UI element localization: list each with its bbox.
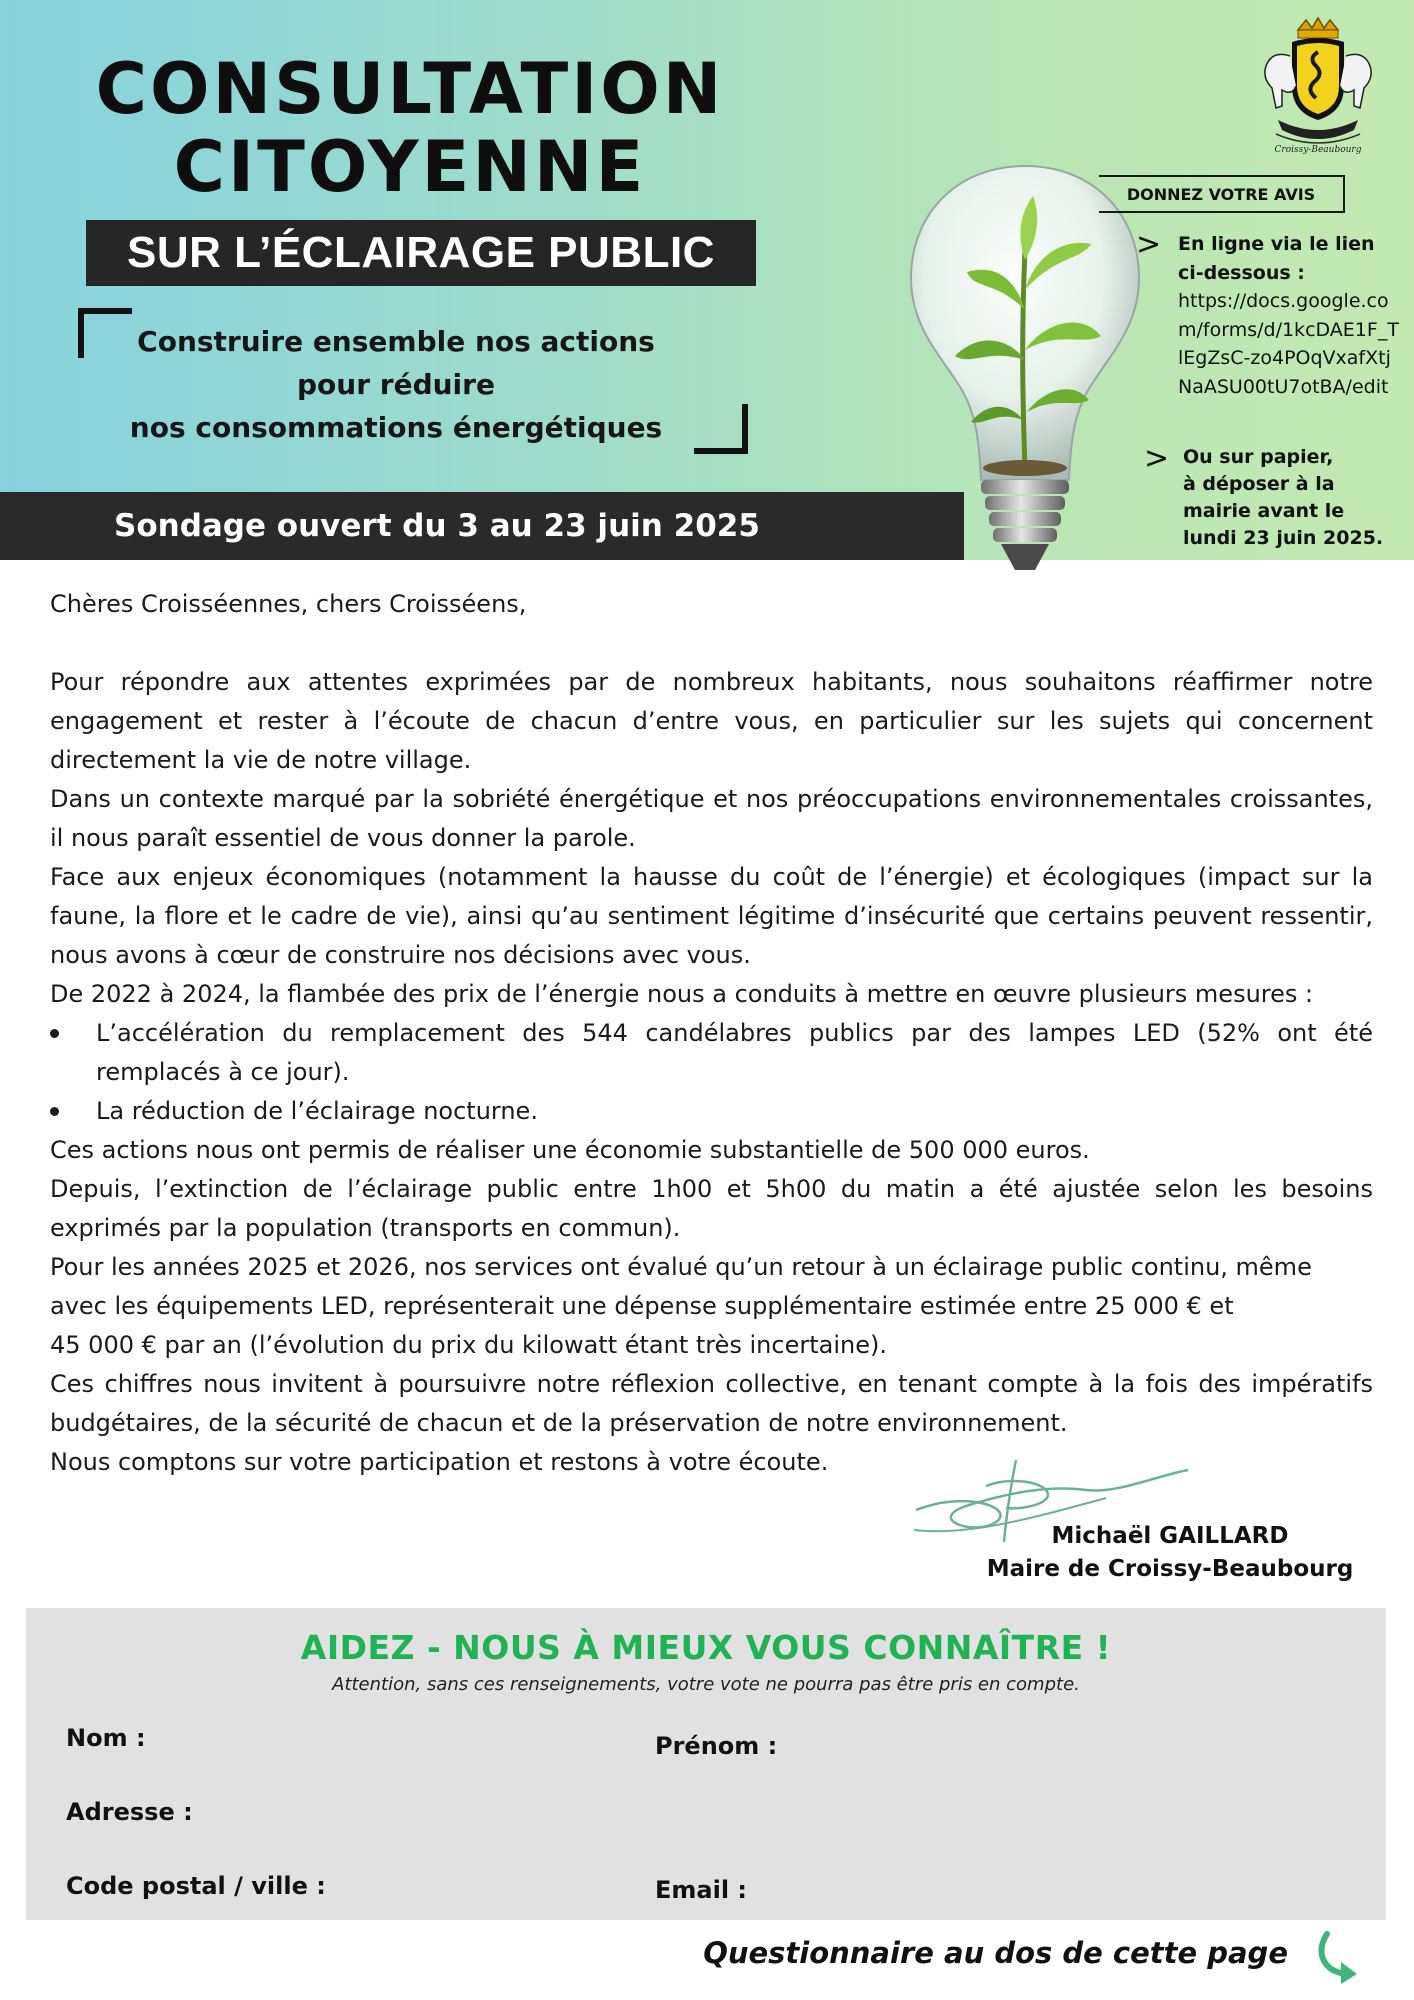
letter-greeting: Chères Croisséennes, chers Croisséens, — [50, 590, 527, 618]
tagline — [86, 320, 706, 449]
letter-paragraph-3: Face aux enjeux économiques (notamment la hausse du coût de l’énergie) et écologiques (impact sur la faune, la flore et le cadre de vie), ainsi qu’au sentiment légitime d’insécurité que certains peuvent ressentir, nous avons à cœur de construire nos décisions avec vous. — [50, 863, 1373, 969]
nom-field[interactable]: Nom : — [66, 1724, 146, 1752]
form-note: Attention, sans ces renseignements, votre vote ne pourra pas être pris en compte. — [332, 1674, 1080, 1695]
email-field[interactable]: Email : — [655, 1876, 748, 1904]
list-item: L’accélération du remplacement des 544 candélabres publics par des lampes LED (52% ont été remplacés à ce jour). — [50, 1014, 1373, 1092]
letter-paragraph-4: De 2022 à 2024, la flambée des prix de l’énergie nous a conduits à mettre en œuvre plusieurs mesures : — [50, 980, 1314, 1008]
paper-line-4: lundi 23 juin 2025. — [1183, 527, 1384, 549]
tagline-line-2: pour réduire — [297, 368, 495, 401]
postal-code-city-field[interactable]: Code postal / ville : — [66, 1872, 326, 1900]
arrow-paper-icon: > — [1144, 441, 1170, 476]
letter-paragraph-6: Depuis, l’extinction de l’éclairage public entre 1h00 et 5h00 du matin a été ajustée selon les besoins exprimés par la population (transports en commun). — [50, 1175, 1373, 1242]
lightbulb-plant-icon — [905, 160, 1145, 590]
letter-body — [50, 585, 1373, 1482]
paper-line-2: à déposer à la — [1183, 473, 1335, 495]
letter-paragraph-1: Pour répondre aux attentes exprimées par de nombreux habitants, nous souhaitons réaffirmer notre engagement et rester à l’écoute de chacun d’entre vous, en particulier sur les sujets qui concernent directement la vie de notre village. — [50, 668, 1373, 774]
tagline-line-3: nos consommations énergétiques — [129, 411, 663, 444]
letter-paragraph-9: Nous comptons sur votre participation et restons à votre écoute. — [50, 1448, 829, 1476]
signatory-name: Michaël GAILLARD — [1051, 1523, 1289, 1549]
survey-dates: Sondage ouvert du 3 au 23 juin 2025 — [114, 508, 760, 544]
survey-dates-bar — [0, 492, 964, 560]
turn-page-arrow-icon — [1313, 1928, 1365, 1988]
title-line-2: CITOYENNE — [173, 126, 647, 208]
signatory — [980, 1520, 1360, 1586]
signatory-role: Maire de Croissy-Beaubourg — [986, 1556, 1354, 1582]
measures-list — [50, 1014, 1373, 1131]
letter-paragraph-8: Ces chiffres nous invitent à poursuivre notre réflexion collective, en tenant compte à la fois des impératifs budgétaires, de la sécurité de chacun et de la préservation de notre environnement. — [50, 1370, 1373, 1437]
online-label-line-2: ci-dessous : — [1178, 261, 1305, 284]
online-label-line-1: En ligne via le lien — [1178, 233, 1375, 255]
form-heading: AIDEZ - NOUS À MIEUX VOUS CONNAÎTRE ! — [300, 1628, 1112, 1667]
letter-paragraph-7b: 45 000 € par an (l’évolution du prix du kilowatt étant très incertaine). — [50, 1331, 887, 1359]
bracket-bottom-right — [694, 404, 748, 454]
paper-line-3: mairie avant le — [1183, 500, 1345, 522]
subtitle-box: SUR L’ÉCLAIRAGE PUBLIC — [86, 220, 756, 286]
paper-info — [1183, 444, 1393, 552]
paper-line-1: Ou sur papier, — [1183, 446, 1334, 468]
prenom-field[interactable]: Prénom : — [655, 1732, 778, 1760]
online-info — [1178, 230, 1403, 401]
letter-paragraph-5: Ces actions nous ont permis de réaliser une économie substantielle de 500 000 euros. — [50, 1136, 1090, 1164]
online-form-link[interactable]: https://docs.google.com/forms/d/1kcDAE1F_TlEgZsC-zo4POqVxafXtjNaASU00tU7otBA/edit — [1178, 290, 1399, 398]
lightbulb-illustration — [905, 160, 1145, 590]
coat-of-arms-icon — [1256, 16, 1380, 156]
list-item: La réduction de l’éclairage nocturne. — [50, 1092, 1373, 1131]
identity-form — [26, 1608, 1386, 1920]
crest-caption: Croissy-Beaubourg — [1274, 145, 1362, 155]
tagline-line-1: Construire ensemble nos actions — [137, 325, 655, 358]
title-line-1: CONSULTATION — [95, 48, 725, 130]
coat-of-arms — [1256, 16, 1380, 156]
letter-paragraph-2: Dans un contexte marqué par la sobriété énergétique et nos préoccupations environnementales croissantes, il nous paraît essentiel de vous donner la parole. — [50, 785, 1373, 852]
arrow-online-icon: > — [1136, 227, 1162, 262]
questionnaire-overleaf-note: Questionnaire au dos de cette page — [703, 1936, 1288, 1970]
letter-paragraph-7a: Pour les années 2025 et 2026, nos services ont évalué qu’un retour à un éclairage public continu, même avec les équipements LED, représenterait une dépense supplémentaire estimée entre 25 000 € et — [50, 1253, 1312, 1320]
adresse-field[interactable]: Adresse : — [66, 1798, 193, 1826]
give-opinion-box: DONNEZ VOTRE AVIS — [1099, 175, 1345, 213]
